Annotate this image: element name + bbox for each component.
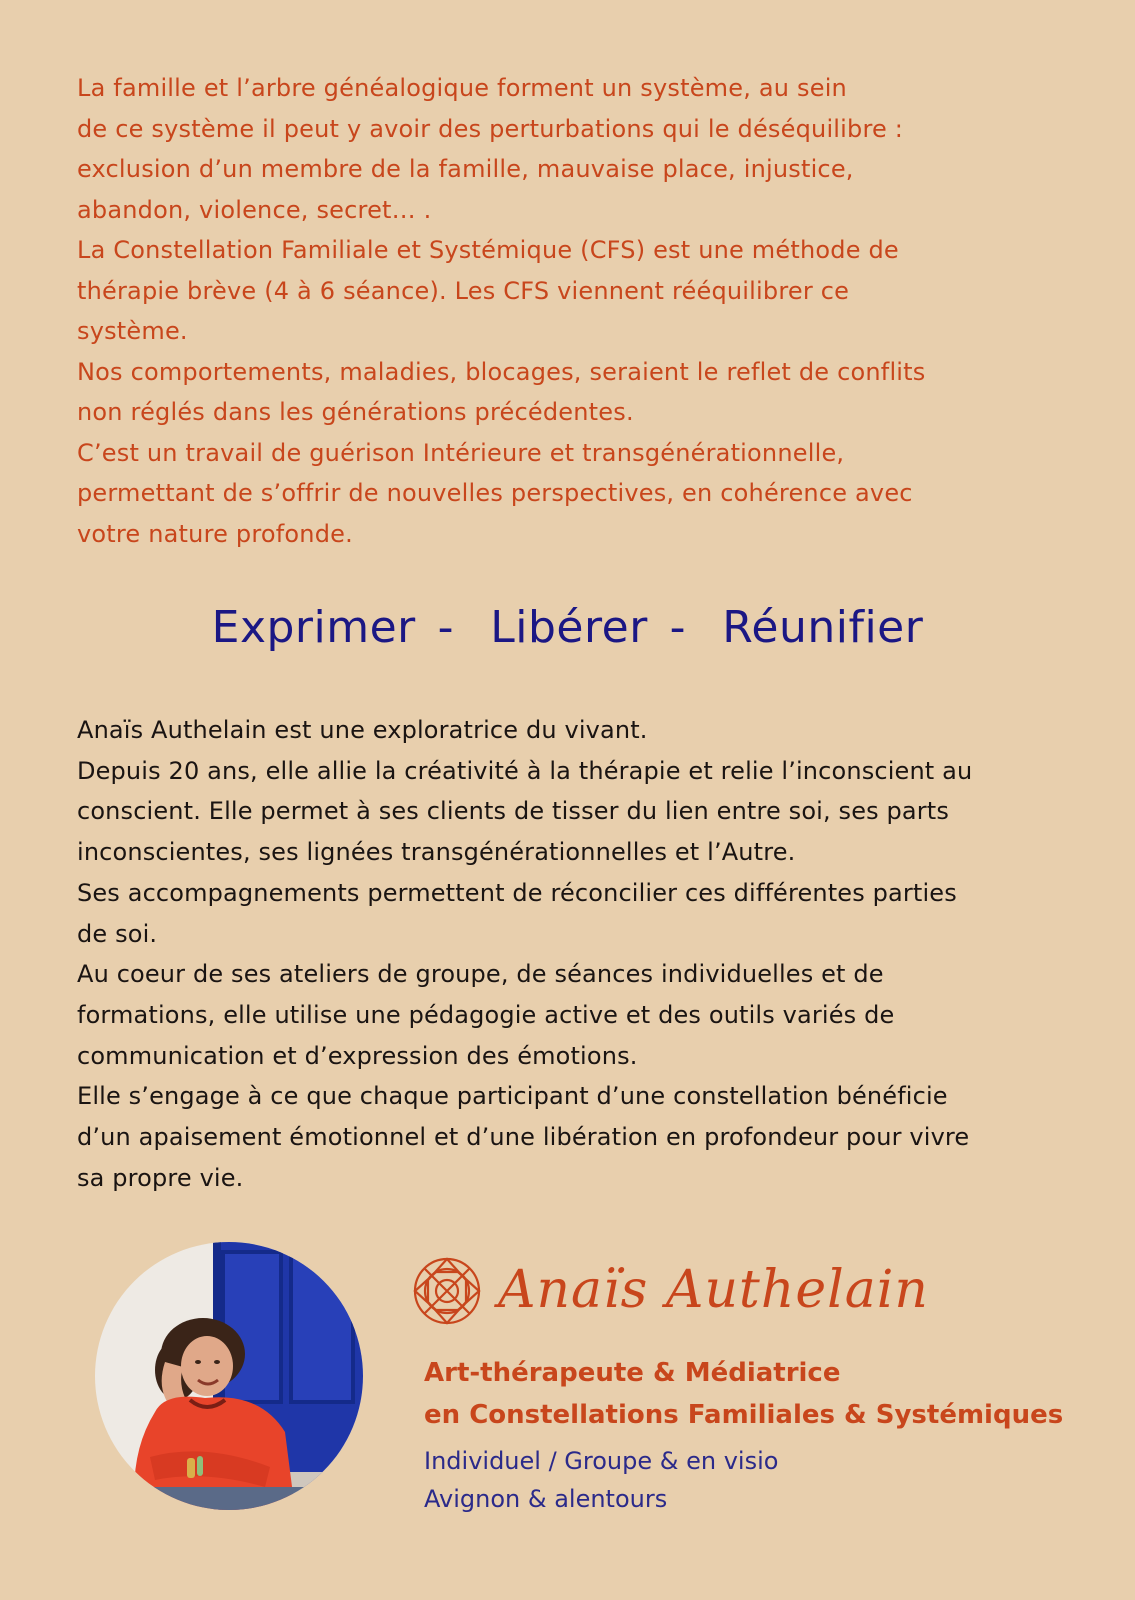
bio-line: conscient. Elle permet à ses clients de tisser du lien entre soi, ses parts — [77, 797, 950, 826]
bio-line: Ses accompagnements permettent de réconcilier ces différentes parties — [77, 878, 957, 907]
tagline-separator: - — [669, 602, 686, 653]
brand-signature: Anaïs Authelain — [498, 1260, 929, 1320]
bio-line: Elle s’engage à ce que chaque participant d’une constellation bénéficie — [77, 1082, 948, 1111]
portrait-illustration — [95, 1242, 363, 1510]
role-line-2: en Constellations Familiales & Systémiques — [424, 1400, 1064, 1430]
intro-line: système. — [77, 317, 188, 345]
intro-line: Nos comportements, maladies, blocages, seraient le reflet de conflits — [77, 357, 926, 386]
tagline-word-liberer: Libérer — [490, 602, 648, 653]
intro-paragraph — [77, 68, 1087, 554]
tagline-word-reunifier: Réunifier — [722, 602, 924, 653]
intro-line: exclusion d’un membre de la famille, mauvaise place, injustice, — [77, 155, 854, 183]
bio-line: d’un apaisement émotionnel et d’une libération en profondeur pour vivre — [77, 1123, 970, 1152]
info-line-location: Avignon & alentours — [424, 1485, 668, 1513]
intro-line: de ce système il peut y avoir des perturbations qui le déséquilibre : — [77, 114, 904, 143]
bio-paragraph — [77, 710, 1107, 1198]
tagline — [0, 598, 1135, 658]
bio-line: sa propre vie. — [77, 1163, 244, 1192]
intro-line: La famille et l’arbre généalogique forment un système, au sein — [77, 74, 847, 102]
intro-line: permettant de s’offrir de nouvelles perspectives, en cohérence avec — [77, 479, 913, 507]
bio-line: Au coeur de ses ateliers de groupe, de séances individuelles et de — [77, 960, 884, 989]
brand-header — [412, 1250, 1112, 1340]
role-title — [424, 1352, 1114, 1436]
bio-line: Depuis 20 ans, elle allie la créativité à la thérapie et relie l’inconscient au — [77, 756, 973, 785]
tagline-word-exprimer: Exprimer — [211, 602, 416, 653]
bio-line: inconscientes, ses lignées transgénérationnelles et l’Autre. — [77, 838, 796, 867]
intro-line: C’est un travail de guérison Intérieure et transgénérationnelle, — [77, 438, 845, 467]
intro-line: votre nature profonde. — [77, 519, 353, 548]
info-line-format: Individuel / Groupe & en visio — [424, 1447, 779, 1475]
intro-line: abandon, violence, secret… . — [77, 195, 432, 224]
portrait-photo — [95, 1242, 363, 1510]
bio-line: de soi. — [77, 919, 158, 948]
mandala-circle-icon — [412, 1256, 482, 1326]
bio-line: communication et d’expression des émotions. — [77, 1041, 638, 1070]
intro-line: thérapie brève (4 à 6 séance). Les CFS viennent rééquilibrer ce — [77, 276, 850, 305]
role-line-1: Art-thérapeute & Médiatrice — [424, 1358, 841, 1388]
tagline-separator: - — [437, 602, 454, 653]
bio-line: Anaïs Authelain est une exploratrice du vivant. — [77, 716, 648, 744]
intro-line: La Constellation Familiale et Systémique (CFS) est une méthode de — [77, 236, 899, 264]
intro-line: non réglés dans les générations précédentes. — [77, 398, 634, 426]
bio-line: formations, elle utilise une pédagogie active et des outils variés de — [77, 1000, 895, 1029]
service-info — [424, 1442, 1114, 1518]
